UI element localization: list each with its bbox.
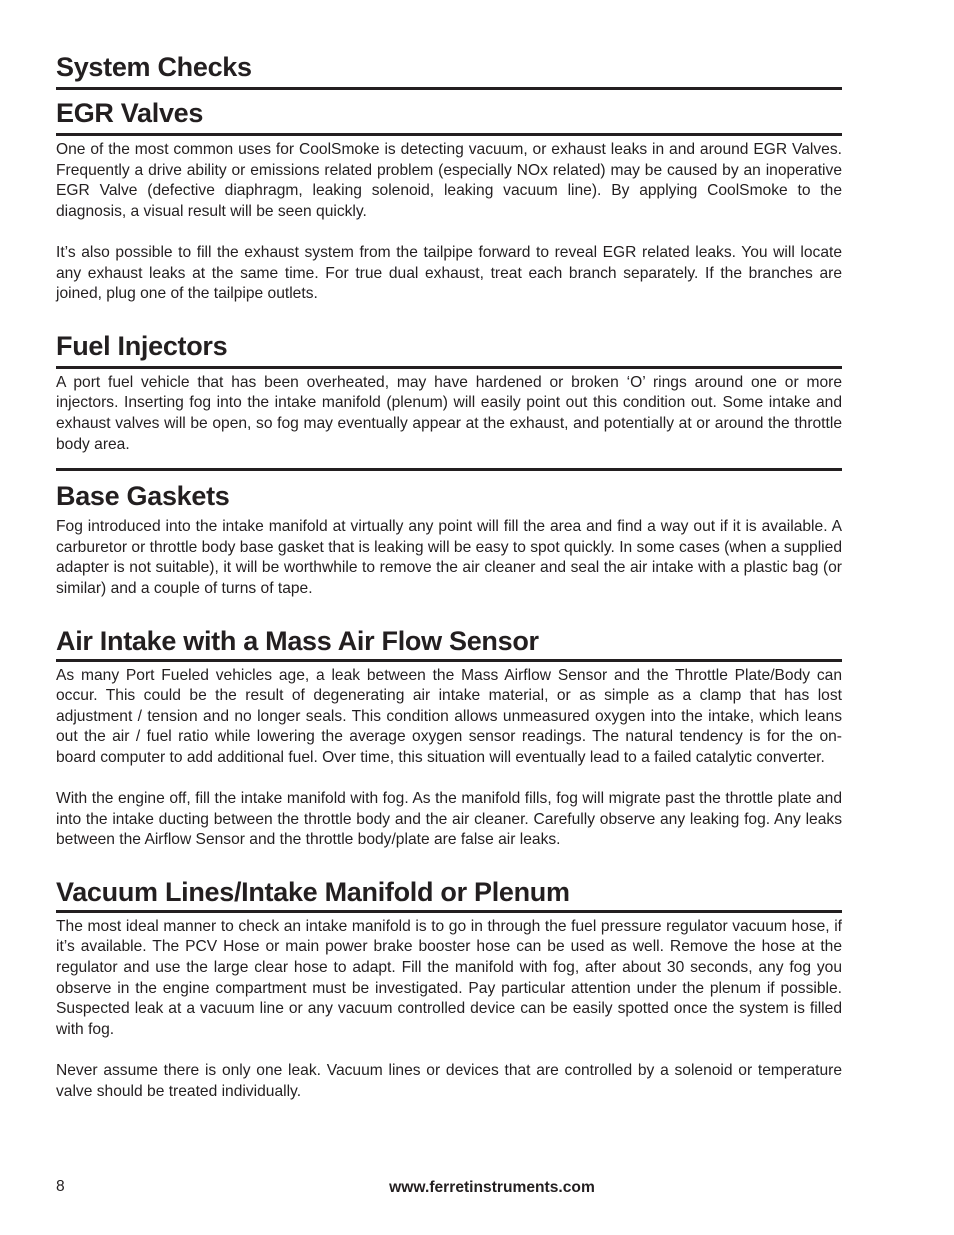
paragraph: As many Port Fueled vehicles age, a leak between the Mass Airflow Sensor and the Throttle Plate/Body can occur. This could be the result of degenerating air intake material, or as simple as a clamp that has lost adjustment / tension and no longer seals. This condition allows unmeasured oxygen into the intake, which leans out the air / fuel ratio while lowering the average oxygen sensor readings. The natural tendency is for the on-board computer to add additional fuel. Over time, this situation will eventually lead to a failed catalytic converter.	[56, 666, 842, 766]
title-rule	[56, 87, 842, 90]
paragraph: One of the most common uses for CoolSmoke is detecting vacuum, or exhaust leaks in and around EGR Valves. Frequently a drive ability or emissions related problem (especially NOx related) may be caused by an inoperative EGR Valve (defective diaphragm, leaking solenoid, leaking vacuum line). By applying CoolSmoke to the diagnosis, a visual result will be seen quickly.	[56, 141, 842, 220]
paragraph: It’s also possible to fill the exhaust system from the tailpipe forward to reveal EGR related leaks. You will locate any exhaust leaks at the same time. For true dual exhaust, treat each branch separately. If the branches are joined, plug one of the tailpipe outlets.	[56, 243, 842, 303]
section-rule	[56, 659, 842, 662]
section-title-egr-valves: EGR Valves	[56, 98, 204, 128]
section-title-air-intake-maf: Air Intake with a Mass Air Flow Sensor	[56, 625, 539, 656]
section-title-fuel-injectors: Fuel Injectors	[56, 330, 228, 361]
section-title-vacuum-lines: Vacuum Lines/Intake Manifold or Plenum	[56, 876, 570, 907]
section-end-rule	[56, 468, 842, 471]
section-rule	[56, 910, 842, 913]
paragraph: With the engine off, fill the intake manifold with fog. As the manifold fills, fog will migrate past the throttle plate and into the intake ducting between the throttle body and the air cleaner. Carefully observe any leaking fog. Any leaks between the Airflow Sensor and the throttle body/plate are false air leaks.	[56, 790, 842, 849]
footer-url: www.ferretinstruments.com	[389, 1179, 595, 1196]
paragraph: Never assume there is only one leak. Vacuum lines or devices that are controlled by a solenoid or temperature valve should be treated individually.	[56, 1062, 842, 1100]
paragraph: The most ideal manner to check an intake manifold is to go in through the fuel pressure regulator vacuum hose, if it’s available. The PCV Hose or main power brake booster hose can be used as well. Remove the hose at the regulator and use the large clear hose to adapt. Fill the manifold with fog, after about 30 seconds, any fog you observe in the engine compartment must be investigated. Pay particular attention under the plenum if possible. Suspected leak at a vacuum line or any vacuum controlled device can be easily spotted once the system is filled with fog.	[56, 917, 842, 1038]
section-air-intake-maf	[56, 624, 842, 851]
paragraph: Fog introduced into the intake manifold at virtually any point will fill the area and find a way out if it is available. A carburetor or throttle body base gasket that is leaking will be easy to spot quickly. In some cases (when a supplied adapter is not suitable), it will be worthwhile to remove the air cleaner and seal the air intake with a plastic bag (or similar) and a couple of turns of tape.	[56, 518, 842, 597]
section-rule	[56, 366, 842, 369]
section-base-gaskets	[56, 479, 842, 599]
page-title: System Checks	[56, 52, 252, 82]
section-fuel-injectors	[56, 329, 842, 471]
section-vacuum-lines	[56, 875, 842, 1102]
paragraph: A port fuel vehicle that has been overheated, may have hardened or broken ‘O’ rings around one or more injectors. Inserting fog into the intake manifold (plenum) will easily point out this condition out. Some intake and exhaust valves will be open, so fog may eventually appear at the exhaust, and potentially at or around the throttle body area.	[56, 373, 842, 453]
page-content	[56, 50, 842, 1102]
page-number: 8	[56, 1178, 65, 1195]
section-title-base-gaskets: Base Gaskets	[56, 481, 230, 512]
section-rule	[56, 133, 842, 136]
section-egr-valves	[56, 96, 842, 305]
